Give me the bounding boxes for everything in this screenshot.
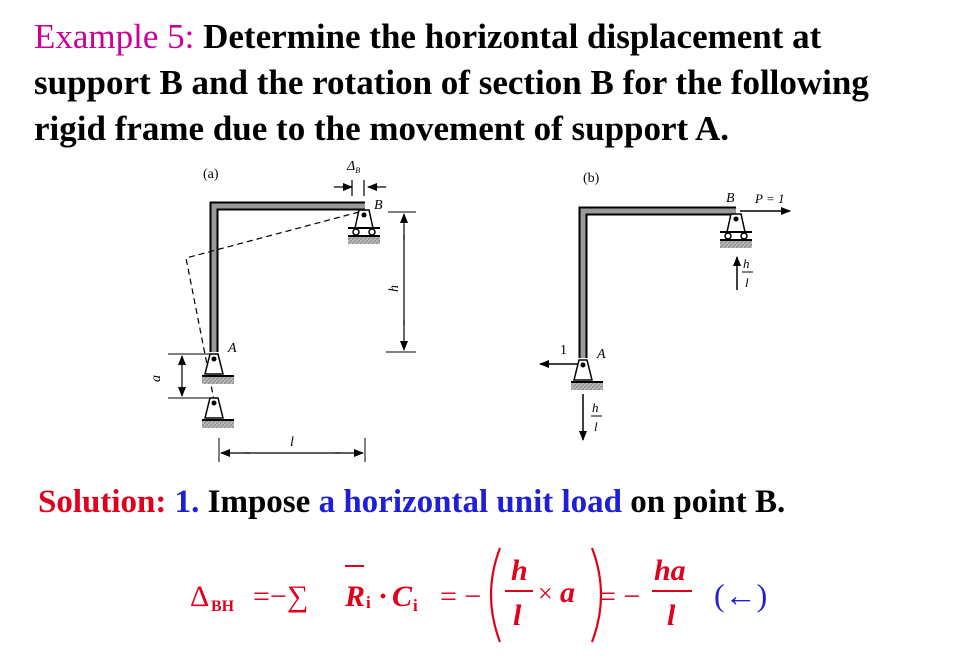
point-a-label-b: A	[597, 347, 606, 362]
frame-b-members	[583, 211, 736, 358]
formula	[190, 548, 692, 642]
point-b-label-b: B	[726, 191, 735, 206]
figure-b	[540, 171, 790, 440]
figure-a-label: (a)	[203, 167, 219, 182]
equals-minus-sum: =−∑	[253, 580, 309, 613]
equals-minus-1: = −	[440, 580, 482, 613]
solution-line	[38, 484, 785, 521]
delta-b-label: $\Delta_B$	[347, 159, 361, 175]
figure-b-label: (b)	[583, 171, 600, 186]
frac2-denominator: l	[667, 599, 676, 632]
times-operator: ×	[538, 579, 553, 608]
solution-text-2: a horizontal	[318, 484, 489, 520]
frac1-numerator: h	[511, 554, 528, 587]
delta-b-arrows	[334, 180, 386, 196]
solution-text-4: on point B.	[630, 484, 786, 520]
pin-support-a-displaced	[202, 398, 234, 428]
delta-symbol: Δ	[190, 580, 210, 613]
dim-l-label: l	[290, 435, 294, 450]
solution-step: 1.	[174, 484, 200, 520]
equals-minus-2: = −	[599, 580, 641, 613]
r-subscript: i	[366, 593, 371, 612]
c-symbol: C	[392, 580, 413, 613]
dim-h	[386, 212, 416, 352]
direction-indicator: (←)	[714, 577, 768, 613]
reaction-a-fraction	[591, 400, 602, 434]
point-a-label-a: A	[228, 341, 237, 356]
solution-text-1: Impose	[207, 484, 311, 520]
frame-a-members	[214, 206, 365, 352]
a-symbol: a	[560, 576, 575, 609]
dot-operator: ·	[378, 580, 389, 613]
roller-support-b	[348, 210, 380, 244]
dim-a-label: a	[149, 375, 164, 382]
c-subscript: i	[413, 596, 418, 615]
svg-text:l: l	[745, 275, 749, 290]
r-symbol: R	[345, 580, 366, 613]
solution-text-3: unit load	[496, 484, 623, 520]
frac2-numerator: ha	[654, 554, 686, 587]
svg-text:h: h	[592, 400, 599, 415]
load-p-label: P = 1	[755, 191, 785, 206]
delta-subscript: BH	[211, 598, 235, 615]
dim-h-label: h	[387, 285, 402, 292]
example-label: Example 5:	[34, 17, 195, 56]
reaction-a-horizontal-label: 1	[560, 343, 567, 358]
reaction-b-fraction	[742, 256, 753, 290]
figure-a	[149, 159, 416, 462]
point-b-label-a: B	[374, 198, 383, 213]
problem-text: Determine the horizontal displacement at support B and the rotation of section B for the following rigid frame due to the movement of support A.	[34, 17, 869, 148]
roller-support-b-fig-b	[720, 214, 752, 248]
svg-text:l: l	[594, 419, 598, 434]
frac1-denominator: l	[513, 599, 522, 632]
svg-text:h: h	[743, 256, 750, 271]
pin-support-a	[202, 354, 234, 384]
solution-label: Solution:	[38, 484, 167, 520]
